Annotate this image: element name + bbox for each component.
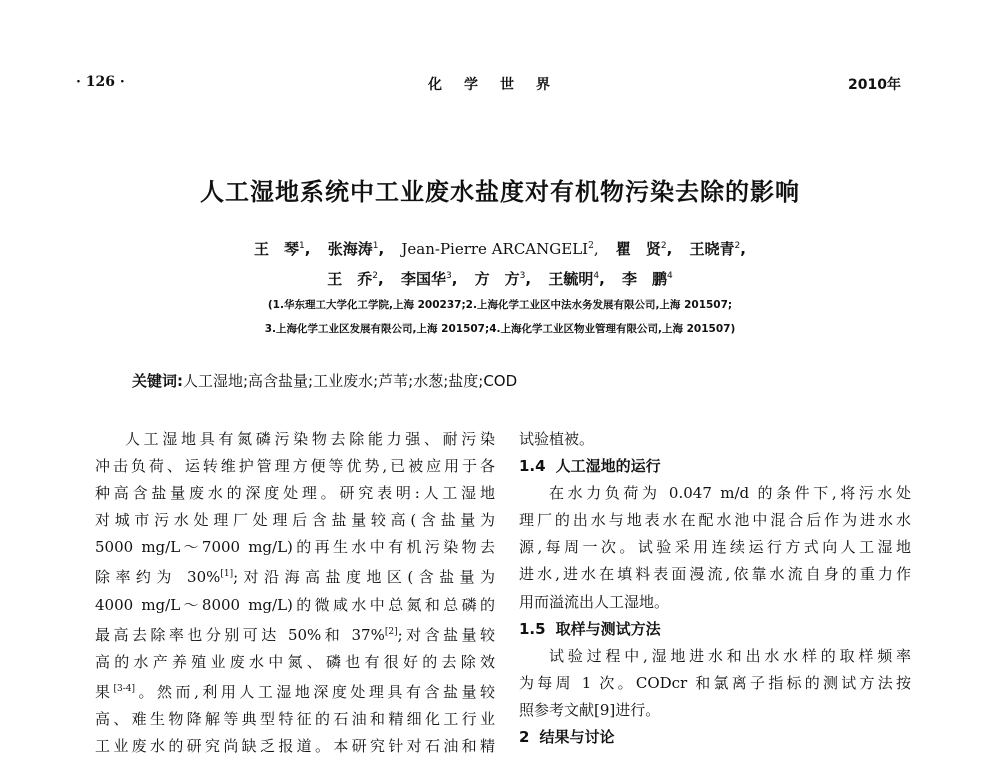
text-line: 试验过程中,湿地进水和出水水样的取样频率 — [549, 646, 911, 665]
keywords-label: 关键词: — [132, 372, 183, 390]
text-line: 为每周 1 次。CODcr 和氯离子指标的测试方法按 — [519, 673, 911, 692]
author: 王晓青$^2$, — [689, 240, 746, 258]
text-line: 最高去除率也分别可达 50%和 37%[2];对含盐量较 — [95, 625, 495, 644]
paper-title: 人工湿地系统中工业废水盐度对有机物污染去除的影响 — [200, 178, 800, 206]
citation: [2] — [384, 626, 398, 637]
authors-line-1 — [0, 238, 1000, 259]
page-number: · 126 · — [76, 74, 125, 90]
section-heading-1-4: 1.4 人工湿地的运行 — [519, 457, 661, 476]
text-line: 用而溢流出人工湿地。 — [519, 592, 670, 611]
text-line: 在水力负荷为 0.047 m/d 的条件下,将污水处 — [549, 484, 911, 503]
text-line: 工业废水的研究尚缺乏报道。本研究针对石油和精 — [95, 737, 495, 756]
text-line: 除率约为 30%[1];对沿海高盐度地区(含盐量为 — [95, 568, 495, 587]
text-line: 5000 mg/L～7000 mg/L)的再生水中有机污染物去 — [95, 538, 495, 557]
author: 王 乔$^2$, — [327, 270, 384, 288]
author: 瞿 贤$^2$, — [615, 240, 673, 258]
text-line: 对城市污水处理厂处理后含盐量较高(含盐量为 — [95, 511, 495, 530]
author: 李 鹏$^4$ — [622, 270, 673, 288]
section-heading-1-5: 1.5 取样与测试方法 — [519, 619, 661, 638]
text-line: 高、难生物降解等典型特征的石油和精细化工行业 — [95, 709, 495, 728]
text-line: 4000 mg/L～8000 mg/L)的微咸水中总氮和总磷的 — [95, 595, 495, 614]
affiliation-line: 3.上海化学工业区发展有限公司,上海 201507;4.上海化学工业区物业管理有限公司,上海 201507) — [264, 323, 736, 335]
publication-year: 2010年 — [848, 77, 901, 93]
text-line: 理厂的出水与地表水在配水池中混合后作为进水水 — [519, 511, 911, 530]
journal-name: 化学世界 — [428, 77, 572, 93]
author: 王 琴$^1$, — [254, 240, 311, 258]
keywords — [132, 370, 517, 391]
text-line: 照参考文献[9]进行。 — [519, 700, 661, 719]
text-line: 人工湿地具有氮磷污染物去除能力强、耐污染 — [125, 430, 495, 448]
citation: [1] — [220, 569, 234, 580]
text-line: 进水,进水在填料表面漫流,依靠水流自身的重力作 — [519, 565, 911, 584]
author: 方 方$^3$, — [474, 270, 532, 288]
text-line: 高的水产养殖业废水中氮、磷也有很好的去除效 — [95, 652, 495, 671]
right-column — [519, 426, 911, 751]
author: 张海涛$^1$, — [327, 240, 385, 258]
section-heading-2: 2 结果与讨论 — [519, 728, 615, 747]
authors-line-2 — [0, 268, 1000, 289]
text-line: 冲击负荷、运转维护管理方便等优势,已被应用于各 — [95, 457, 495, 476]
keywords-text: 人工湿地;高含盐量;工业废水;芦苇;水葱;盐度;COD — [183, 372, 518, 390]
affiliation-line: (1.华东理工大学化工学院,上海 200237;2.上海化学工业区中法水务发展有限公司,上海 201507; — [267, 299, 733, 311]
author: 王毓明$^4$, — [548, 270, 605, 288]
text-line: 源,每周一次。试验采用连续运行方式向人工湿地 — [519, 538, 911, 557]
citation: [3-4] — [113, 683, 136, 694]
text-line: 果[3-4]。然而,利用人工湿地深度处理具有含盐量较 — [95, 682, 495, 701]
author: Jean-Pierre ARCANGELI$^2$, — [401, 240, 599, 258]
text-line: 种高含盐量废水的深度处理。研究表明:人工湿地 — [95, 484, 495, 503]
author: 李国华$^3$, — [400, 270, 458, 288]
text-line: 试验植被。 — [519, 430, 595, 448]
left-column — [95, 426, 495, 760]
